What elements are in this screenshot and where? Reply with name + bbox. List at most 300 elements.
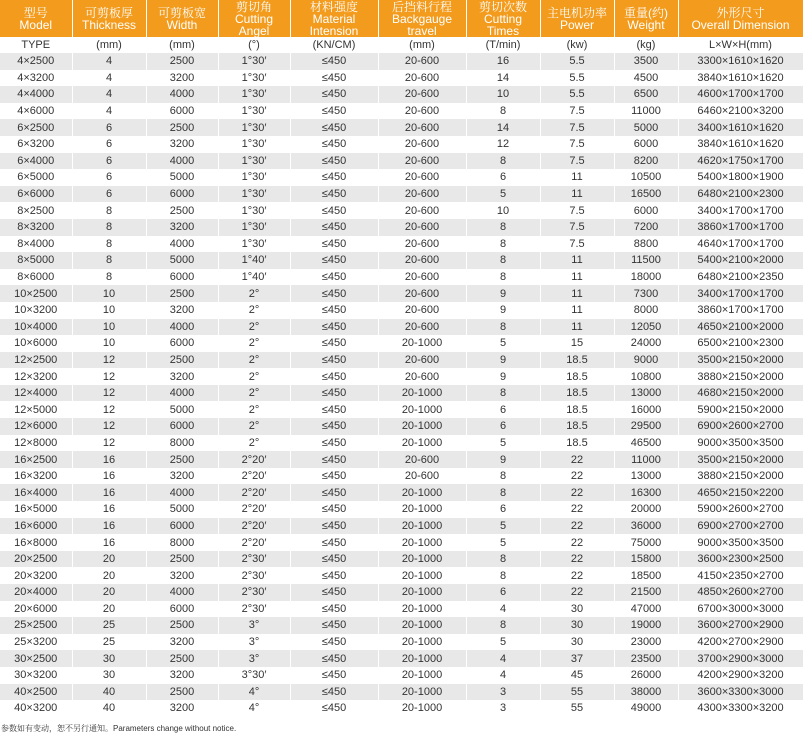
table-cell: 8 [72,202,146,219]
table-cell: 2° [218,335,290,352]
table-cell: 2° [218,435,290,452]
table-row [0,684,803,701]
table-cell: 10800 [614,368,678,385]
table-cell: ≤450 [290,236,378,253]
table-cell: 6500 [614,86,678,103]
table-cell: 11500 [614,252,678,269]
table-cell: 36000 [614,518,678,535]
table-cell: 4×6000 [0,103,72,120]
table-cell: 16×5000 [0,501,72,518]
table-cell: 4200×2900×3200 [678,667,803,684]
table-cell: 20-1000 [378,667,466,684]
table-cell: ≤450 [290,319,378,336]
table-cell: 8 [72,219,146,236]
table-cell: 1°30′ [218,70,290,87]
table-cell: 3200 [146,219,218,236]
table-cell: 8000 [146,435,218,452]
table-cell: 20-1000 [378,385,466,402]
table-cell: 3200 [146,468,218,485]
table-cell: 3400×1610×1620 [678,119,803,136]
table-cell: 20-600 [378,53,466,70]
table-cell: 12×2500 [0,352,72,369]
table-cell: 6×5000 [0,169,72,186]
table-cell: 4650×2150×2200 [678,484,803,501]
table-cell: 40 [72,700,146,717]
table-cell: 4 [466,601,540,618]
table-cell: 3300×1610×1620 [678,53,803,70]
table-row [0,584,803,601]
table-cell: 11 [540,319,614,336]
table-cell: 8 [72,236,146,253]
table-body [0,37,803,717]
table-cell: ≤450 [290,518,378,535]
table-cell: 10 [72,302,146,319]
table-cell: 2°30′ [218,551,290,568]
table-cell: 16×2500 [0,451,72,468]
table-row [0,667,803,684]
column-header [290,0,378,37]
table-cell: 3880×2150×2000 [678,368,803,385]
table-cell: 8 [466,484,540,501]
table-cell: 6 [72,153,146,170]
table-cell: 3600×2300×2500 [678,551,803,568]
table-cell: 6 [466,401,540,418]
table-cell: 21500 [614,584,678,601]
table-cell: 1°30′ [218,202,290,219]
column-header-zh: 外形尺寸 [716,5,765,20]
table-cell: 20-600 [378,119,466,136]
table-row [0,236,803,253]
table-cell: 9 [466,285,540,302]
table-cell: 1°30′ [218,119,290,136]
table-row [0,70,803,87]
table-row [0,169,803,186]
table-cell: 3880×2150×2000 [678,468,803,485]
table-cell: 5 [466,335,540,352]
table-cell: 2°20′ [218,534,290,551]
table-cell: 15800 [614,551,678,568]
table-cell: 20-600 [378,236,466,253]
unit-cell: (°) [218,37,290,53]
table-cell: 2° [218,285,290,302]
table-cell: 3400×1700×1700 [678,285,803,302]
table-row [0,119,803,136]
table-cell: 20-1000 [378,518,466,535]
table-row [0,484,803,501]
table-cell: 7.5 [540,136,614,153]
table-cell: ≤450 [290,468,378,485]
table-cell: 20 [72,601,146,618]
table-row [0,335,803,352]
table-row [0,285,803,302]
table-cell: 11 [540,285,614,302]
table-cell: ≤450 [290,385,378,402]
table-cell: 1°30′ [218,186,290,203]
column-header-en: Width [166,17,198,32]
table-cell: ≤450 [290,584,378,601]
column-header [678,0,803,37]
table-cell: ≤450 [290,86,378,103]
table-cell: 16 [72,484,146,501]
table-cell: 26000 [614,667,678,684]
table-cell: 4 [466,650,540,667]
table-row [0,186,803,203]
table-cell: 2° [218,401,290,418]
table-cell: 8000 [614,302,678,319]
table-cell: 25×2500 [0,617,72,634]
table-cell: 7.5 [540,153,614,170]
table-cell: ≤450 [290,103,378,120]
table-cell: 3200 [146,667,218,684]
table-cell: 40×3200 [0,700,72,717]
table-cell: 6480×2100×2350 [678,269,803,286]
column-header [614,0,678,37]
table-cell: ≤450 [290,601,378,618]
table-cell: 3200 [146,368,218,385]
table-cell: 22 [540,484,614,501]
table-cell: 5900×2600×2700 [678,501,803,518]
table-cell: 20-600 [378,269,466,286]
column-header-en: Model [19,17,53,32]
table-cell: 45 [540,667,614,684]
table-cell: 55 [540,700,614,717]
table-cell: 16×3200 [0,468,72,485]
table-cell: 22 [540,518,614,535]
table-cell: 3 [466,700,540,717]
table-cell: 10×2500 [0,285,72,302]
table-cell: 20-1000 [378,418,466,435]
table-cell: 1°30′ [218,136,290,153]
table-cell: ≤450 [290,567,378,584]
table-cell: 20-600 [378,451,466,468]
table-cell: 5000 [146,401,218,418]
table-cell: 24000 [614,335,678,352]
table-cell: 4° [218,700,290,717]
table-cell: 3860×1700×1700 [678,219,803,236]
table-cell: 4 [72,70,146,87]
units-row [0,37,803,53]
table-cell: 6700×3000×3000 [678,601,803,618]
column-header-en: Weight [627,17,665,32]
table-row [0,567,803,584]
table-cell: 20 [72,584,146,601]
table-cell: 4 [466,667,540,684]
table-cell: 30×2500 [0,650,72,667]
column-header [72,0,146,37]
table-cell: ≤450 [290,335,378,352]
table-cell: 2° [218,385,290,402]
table-cell: 6000 [614,202,678,219]
table-cell: 11 [540,186,614,203]
table-row [0,534,803,551]
table-cell: 12×5000 [0,401,72,418]
table-cell: 20-1000 [378,601,466,618]
table-cell: 20-600 [378,153,466,170]
table-cell: 4600×1700×1700 [678,86,803,103]
table-cell: 3400×1700×1700 [678,202,803,219]
table-cell: 20-600 [378,136,466,153]
table-row [0,136,803,153]
table-cell: 6000 [146,269,218,286]
table-row [0,601,803,618]
table-row [0,551,803,568]
table-cell: 4640×1700×1700 [678,236,803,253]
table-cell: 3200 [146,700,218,717]
table-cell: 1°30′ [218,103,290,120]
column-header-zh: 剪切次数 [478,0,527,14]
table-cell: 30×3200 [0,667,72,684]
unit-cell: L×W×H(mm) [678,37,803,53]
table-cell: 12 [72,435,146,452]
column-header-zh: 材料强度 [309,0,358,14]
table-cell: 8200 [614,153,678,170]
table-cell: 8 [466,269,540,286]
table-cell: 16 [72,518,146,535]
table-cell: 5 [466,435,540,452]
table-cell: 2°20′ [218,484,290,501]
table-cell: 10 [466,202,540,219]
table-cell: 8800 [614,236,678,253]
table-cell: 8×5000 [0,252,72,269]
table-cell: 4×2500 [0,53,72,70]
table-row [0,269,803,286]
unit-cell: (mm) [72,37,146,53]
table-cell: 20×2500 [0,551,72,568]
table-cell: 22 [540,567,614,584]
table-cell: 38000 [614,684,678,701]
table-cell: 1°30′ [218,153,290,170]
table-cell: 4150×2350×2700 [678,567,803,584]
column-header-zh: 型号 [23,5,48,20]
table-cell: 20-600 [378,169,466,186]
table-cell: 7.5 [540,119,614,136]
table-cell: 20-1000 [378,617,466,634]
table-cell: ≤450 [290,153,378,170]
table-cell: 20-600 [378,302,466,319]
unit-cell: (T/min) [466,37,540,53]
table-cell: 12 [72,401,146,418]
column-header-zh: 重量(约) [624,5,668,20]
table-cell: ≤450 [290,53,378,70]
table-cell: 20-600 [378,86,466,103]
table-cell: 6000 [146,335,218,352]
table-cell: ≤450 [290,667,378,684]
table-cell: 2°30′ [218,601,290,618]
table-cell: 4 [72,86,146,103]
table-cell: ≤450 [290,269,378,286]
table-cell: 20-600 [378,186,466,203]
table-cell: 6900×2600×2700 [678,418,803,435]
table-cell: 10 [72,335,146,352]
table-cell: 4300×3300×3200 [678,700,803,717]
table-cell: ≤450 [290,501,378,518]
table-cell: 7.5 [540,219,614,236]
table-cell: 49000 [614,700,678,717]
table-cell: 20 [72,567,146,584]
table-cell: 9 [466,368,540,385]
table-row [0,435,803,452]
table-row [0,700,803,717]
table-cell: 5 [466,518,540,535]
table-row [0,368,803,385]
table-cell: 2°20′ [218,518,290,535]
column-header-en: Power [559,17,594,32]
header-row [0,0,803,37]
table-cell: ≤450 [290,634,378,651]
table-cell: 3200 [146,634,218,651]
table-cell: ≤450 [290,684,378,701]
table-cell: 11 [540,269,614,286]
table-cell: 8 [466,103,540,120]
table-cell: 18.5 [540,385,614,402]
table-cell: 5000 [146,501,218,518]
table-cell: 19000 [614,617,678,634]
table-cell: 4° [218,684,290,701]
table-cell: 4000 [146,236,218,253]
table-cell: ≤450 [290,418,378,435]
table-row [0,302,803,319]
table-cell: 40 [72,684,146,701]
table-cell: 2500 [146,451,218,468]
table-cell: 10500 [614,169,678,186]
table-cell: 20 [72,551,146,568]
table-cell: 20-1000 [378,634,466,651]
table-cell: 6000 [146,103,218,120]
table-cell: 8×2500 [0,202,72,219]
table-cell: 2500 [146,650,218,667]
table-cell: 10 [72,319,146,336]
table-cell: ≤450 [290,700,378,717]
unit-cell: (kw) [540,37,614,53]
table-cell: ≤450 [290,186,378,203]
footnote: 参数如有变动，恕不另行通知。Parameters change without notice. [1,723,237,733]
table-cell: 4000 [146,484,218,501]
table-cell: 9 [466,451,540,468]
table-cell: 9000×3500×3500 [678,534,803,551]
table-cell: 55 [540,684,614,701]
table-cell: 3200 [146,136,218,153]
table-row [0,501,803,518]
table-cell: 8 [466,617,540,634]
table-cell: 10 [72,285,146,302]
table-cell: 2500 [146,352,218,369]
table-cell: 20-600 [378,202,466,219]
table-cell: 2° [218,319,290,336]
table-cell: 20-600 [378,352,466,369]
table-cell: 5000 [614,119,678,136]
table-cell: 3600×3300×3000 [678,684,803,701]
table-cell: 11000 [614,451,678,468]
table-cell: 30 [540,601,614,618]
table-cell: 20-1000 [378,684,466,701]
table-cell: 3840×1610×1620 [678,70,803,87]
column-header-zh: 可剪板宽 [157,5,206,20]
table-cell: 2500 [146,53,218,70]
table-cell: 4000 [146,584,218,601]
table-cell: 25×3200 [0,634,72,651]
table-cell: 7.5 [540,103,614,120]
table-cell: 2500 [146,684,218,701]
table-cell: ≤450 [290,169,378,186]
table-cell: 6×3200 [0,136,72,153]
table-cell: 8000 [146,534,218,551]
table-cell: 4200×2700×2900 [678,634,803,651]
table-cell: 6×4000 [0,153,72,170]
table-row [0,617,803,634]
table-cell: 20-600 [378,252,466,269]
table-cell: 6 [72,119,146,136]
table-cell: 46500 [614,435,678,452]
unit-cell: (mm) [378,37,466,53]
table-cell: 37 [540,650,614,667]
table-cell: 2°20′ [218,501,290,518]
table-cell: 6000 [146,418,218,435]
table-cell: 2500 [146,202,218,219]
table-cell: 3500×2150×2000 [678,451,803,468]
table-cell: 75000 [614,534,678,551]
table-cell: 3200 [146,70,218,87]
table-cell: 5.5 [540,86,614,103]
table-cell: 40×2500 [0,684,72,701]
table-cell: 8 [466,236,540,253]
table-cell: 11 [540,169,614,186]
table-cell: 12 [466,136,540,153]
table-cell: 1°40′ [218,252,290,269]
table-cell: 3° [218,617,290,634]
unit-cell: (kg) [614,37,678,53]
table-cell: 5400×1800×1900 [678,169,803,186]
table-cell: 4850×2600×2700 [678,584,803,601]
table-cell: 20-600 [378,70,466,87]
table-cell: 3° [218,650,290,667]
table-cell: 5 [466,534,540,551]
column-header-en: Material Intension [309,11,359,38]
table-cell: 3860×1700×1700 [678,302,803,319]
column-header [218,0,290,37]
table-cell: 7200 [614,219,678,236]
table-cell: 2°20′ [218,451,290,468]
table-cell: 2°20′ [218,468,290,485]
table-row [0,518,803,535]
table-cell: 20-1000 [378,567,466,584]
column-header-en: Backgauge travel [391,11,453,38]
table-cell: 6900×2700×2700 [678,518,803,535]
table-cell: 11 [540,302,614,319]
table-cell: 5.5 [540,53,614,70]
table-row [0,401,803,418]
table-cell: 20-1000 [378,401,466,418]
table-cell: 25 [72,617,146,634]
table-cell: 22 [540,451,614,468]
table-cell: 2° [218,418,290,435]
unit-cell: (KN/CM) [290,37,378,53]
table-cell: 6000 [146,518,218,535]
table-row [0,468,803,485]
table-cell: 10×4000 [0,319,72,336]
table-cell: 4000 [146,86,218,103]
table-cell: 14 [466,70,540,87]
table-cell: 12050 [614,319,678,336]
table-cell: 1°30′ [218,169,290,186]
table-row [0,202,803,219]
table-cell: 20-600 [378,368,466,385]
table-cell: 20-1000 [378,501,466,518]
table-cell: 20×4000 [0,584,72,601]
table-cell: 22 [540,551,614,568]
table-cell: 8 [466,551,540,568]
table-cell: 4000 [146,385,218,402]
table-cell: 22 [540,534,614,551]
